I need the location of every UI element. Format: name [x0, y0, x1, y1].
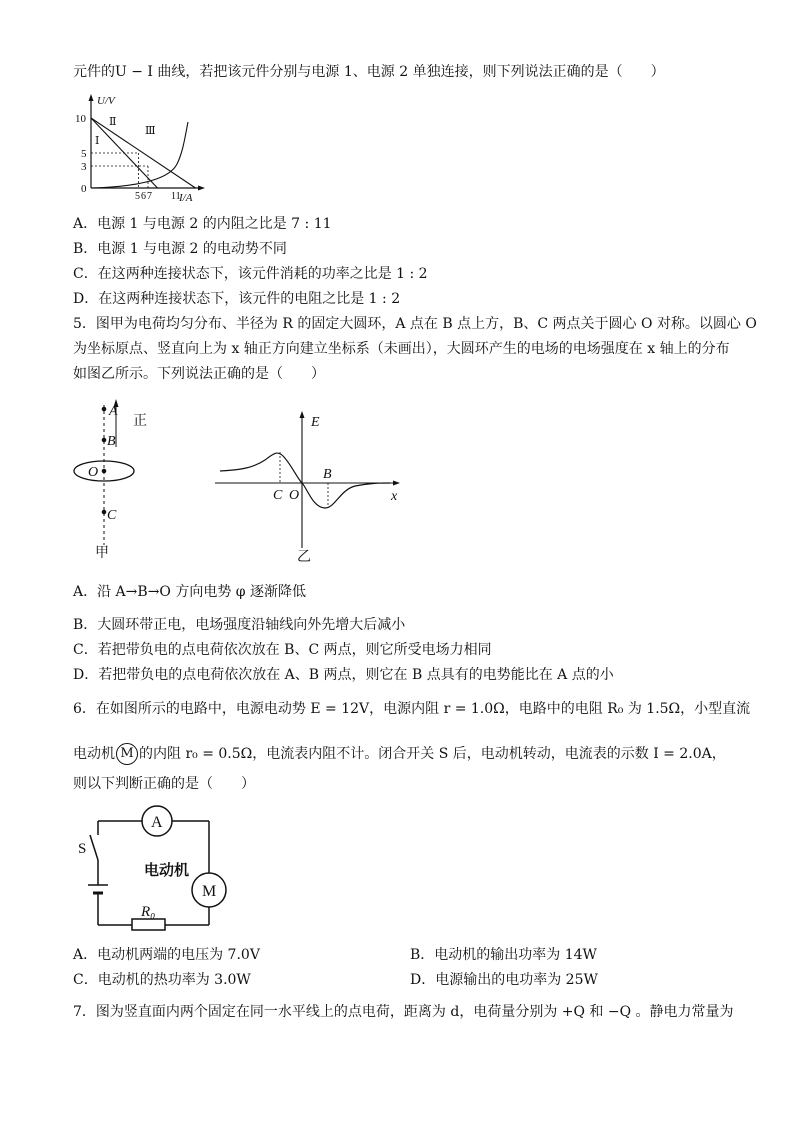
q4-option-b: B．电源 1 与电源 2 的电动势不同 — [73, 241, 287, 257]
q4-stem-line: 元件的U − I 曲线，若把该元件分别与电源 1、电源 2 单独连接，则下列说法正确的是（ ） — [73, 64, 665, 80]
label-curve-II: Ⅱ — [109, 116, 117, 128]
point-A-label: A — [109, 404, 118, 419]
label-curve-I: Ⅰ — [95, 135, 100, 147]
point-C-label: C — [107, 508, 117, 523]
q7-stem-line-1: 7．图为竖直面内两个固定在同一水平线上的点电荷，距离为 d，电荷量分别为 +Q 和 −Q 。静电力常量为 — [73, 1004, 734, 1020]
field-B-label: B — [323, 467, 332, 482]
q6-option-b: B．电动机的输出功率为 14W — [410, 947, 597, 963]
figure-yi-caption: 乙 — [297, 550, 311, 565]
q5-stem-line-3: 如图乙所示。下列说法正确的是（ ） — [73, 366, 325, 382]
resistor-label: R₀ — [141, 904, 156, 920]
tick-3: 3 — [81, 161, 87, 173]
u-axis-label: U/V — [97, 95, 115, 107]
motor-text-label: 电动机 — [144, 863, 190, 879]
curve-II — [91, 118, 196, 188]
tick-x5: 5 — [135, 191, 140, 202]
motor-symbol-label: M — [202, 883, 217, 900]
i-axis-label: I/A — [179, 192, 193, 204]
switch-S — [90, 835, 98, 860]
field-C-label: C — [273, 488, 283, 503]
ammeter-label: A — [151, 814, 163, 831]
q6-stem-line-1: 6．在如图所示的电路中，电源电动势 E = 12V，电源内阻 r = 1.0Ω，电路中的电阻 R₀ 为 1.5Ω，小型直流 — [73, 701, 751, 717]
q4-option-d: D．在这两种连接状态下，该元件的电阻之比是 1 : 2 — [73, 291, 401, 307]
figure-jia-caption: 甲 — [95, 546, 109, 561]
resistor-R0 — [132, 919, 165, 930]
tick-10: 10 — [75, 113, 86, 125]
field-graph-figure — [215, 408, 405, 568]
q6-stem-suffix: 的内阻 r₀ = 0.5Ω，电流表内阻不计。闭合开关 S 后，电动机转动，电流表的示数 I = 2.0A， — [139, 746, 726, 762]
ring-figure — [70, 395, 170, 565]
q5-stem-line-2: 为坐标原点、竖直向上为 x 轴正方向建立坐标系（未画出），大圆环产生的电场的电场强度在 x 轴上的分布 — [73, 341, 730, 357]
tick-x6: 6 — [141, 191, 146, 202]
q5-stem-line-1: 5．图甲为电荷均匀分布、半径为 R 的固定大圆环，A 点在 B 点上方，B、C 两点关于圆心 O 对称。以圆心 O — [73, 316, 757, 332]
q6-stem-prefix: 电动机 — [73, 746, 115, 762]
tick-x11: 11 — [171, 191, 181, 202]
circuit-figure — [72, 805, 257, 935]
tick-0: 0 — [81, 183, 87, 195]
q6-stem-line-3: 则以下判断正确的是（ ） — [73, 776, 255, 792]
q5-option-b: B．大圆环带正电，电场强度沿轴线向外先增大后减小 — [73, 617, 406, 633]
tick-5: 5 — [81, 148, 87, 160]
point-B-label: B — [107, 434, 116, 449]
q5-option-a: A．沿 A→B→O 方向电势 φ 逐渐降低 — [73, 584, 307, 600]
q6-stem-line-2 — [73, 743, 726, 765]
q4-option-c: C．在这两种连接状态下，该元件消耗的功率之比是 1 : 2 — [73, 266, 428, 282]
point-O-label: O — [88, 465, 99, 480]
e-axis-label: E — [311, 415, 320, 430]
q6-option-a: A．电动机两端的电压为 7.0V — [73, 947, 260, 963]
field-curve — [220, 453, 390, 508]
label-curve-III: Ⅲ — [145, 125, 156, 137]
positive-direction-label: 正 — [133, 414, 147, 429]
q5-option-d: D．若把带负电的点电荷依次放在 A、B 两点，则它在 B 点具有的电势能比在 A 点的小 — [73, 667, 614, 683]
x-axis-label: x — [391, 489, 398, 504]
q5-option-c: C．若把带负电的点电荷依次放在 B、C 两点，则它所受电场力相同 — [73, 642, 492, 658]
motor-symbol-inline: M — [116, 743, 138, 765]
q6-option-c: C．电动机的热功率为 3.0W — [73, 972, 251, 988]
ui-curve-figure — [73, 92, 213, 207]
tick-x7: 7 — [147, 191, 152, 202]
switch-label: S — [78, 841, 87, 857]
field-O-label: O — [289, 488, 300, 503]
q6-option-d: D．电源输出的电功率为 25W — [410, 972, 598, 988]
curve-III — [91, 122, 188, 188]
q4-option-a: A．电源 1 与电源 2 的内阻之比是 7 : 11 — [73, 216, 332, 232]
